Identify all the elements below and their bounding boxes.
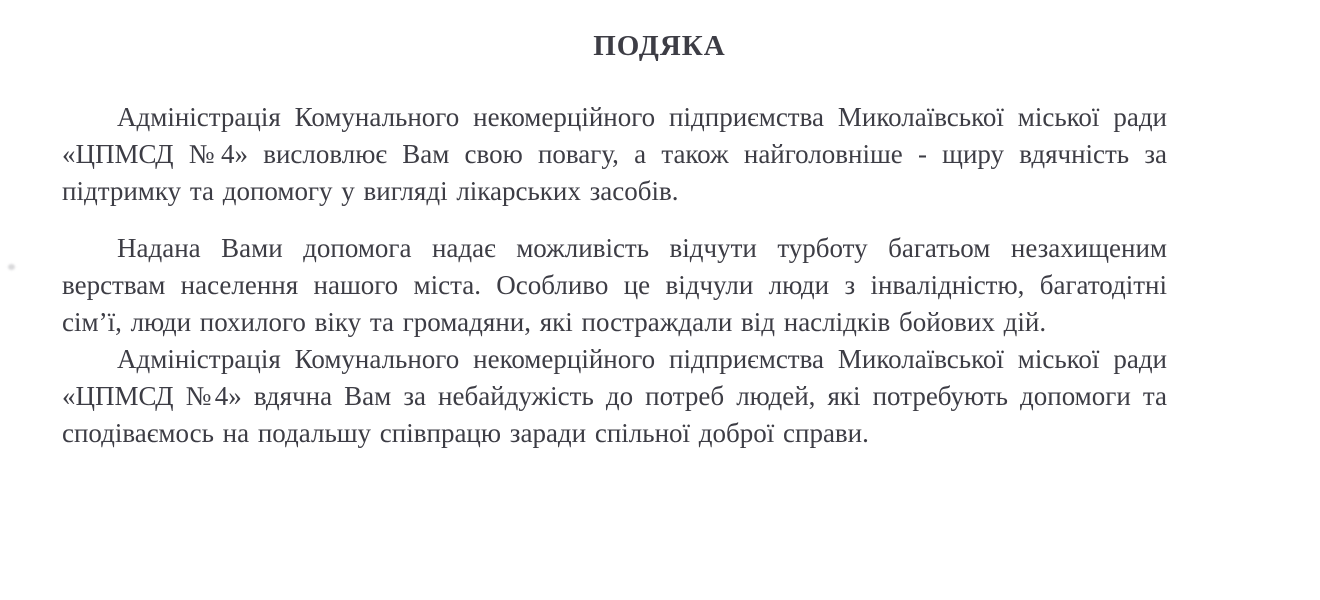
document-content [62,30,1167,452]
paragraph-help-impact: Надана Вами допомога надає можливість відчути турботу багатьом незахищеним верствам населення нашого міста. Особливо це відчули люди з інвалідністю, багатодітні сім’ї, люди похилого віку та громадяни, які постраждали від наслідків бойових дій. [62,233,1167,337]
paragraph-gratitude-intro: Адміністрація Комунального некомерційного підприємства Миколаївської міської ради «ЦПМСД №4» висловлює Вам свою повагу, а також найголовніше - щиру вдячність за підтримку та допомогу у вигляді лікарських засобів. [62,102,1167,206]
scan-artifact [8,264,15,270]
document-title: ПОДЯКА [593,30,726,62]
paragraph-closing-thanks: Адміністрація Комунального некомерційного підприємства Миколаївської міської ради «ЦПМСД №4» вдячна Вам за небайдужість до потреб людей, які потребують допомоги та сподіваємось на подальшу співпрацю заради спільної доброї справи. [62,344,1167,448]
